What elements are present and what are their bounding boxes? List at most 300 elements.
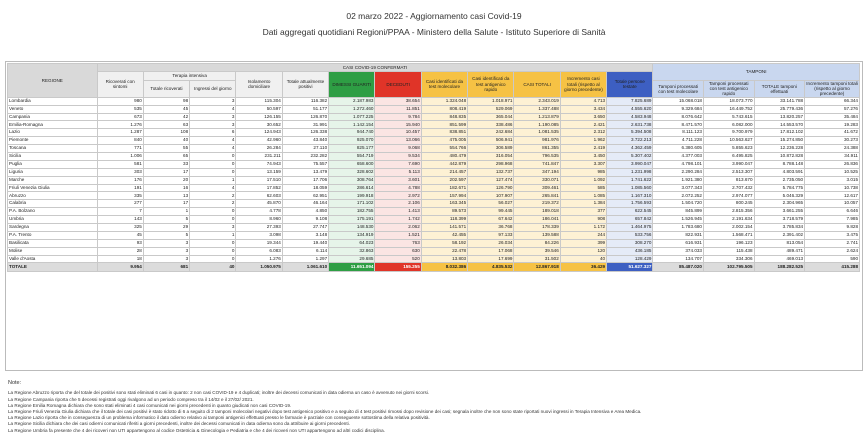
table-cell: 4.362.459 (607, 145, 653, 153)
table-row (8, 192, 860, 200)
table-cell: 6.114 (282, 247, 328, 255)
total-cell: 188.282.525 (754, 263, 805, 272)
table-cell: 763 (375, 239, 421, 247)
table-cell: 13.803 (421, 255, 467, 263)
table-cell: 2.191.634 (703, 216, 754, 224)
table-cell: 1.521 (375, 231, 421, 239)
table-cell: 3 (143, 255, 189, 263)
table-cell: 2.972 (375, 192, 421, 200)
table-cell: 3.434 (560, 105, 606, 113)
table-cell: 6.380.605 (653, 145, 704, 153)
table-cell: 3.650 (560, 113, 606, 121)
group-header-confirmed: CASI COVID-19 CONFERMATI (97, 64, 653, 72)
table-cell: 191 (97, 184, 143, 192)
total-cell: 85.487.020 (653, 263, 704, 272)
col-header-region: REGIONE (8, 64, 98, 98)
table-cell: 6.646 (805, 208, 860, 216)
table-cell: 796.535 (514, 152, 560, 160)
table-cell: 7 (97, 208, 143, 216)
table-cell: 93 (97, 239, 143, 247)
table-cell: 1.085.560 (607, 184, 653, 192)
table-cell: 5.046.329 (754, 192, 805, 200)
table-cell: 1.756.593 (607, 200, 653, 208)
table-cell: 17 (143, 200, 189, 208)
table-cell: 5 (143, 216, 189, 224)
table-cell: 2.391.402 (754, 231, 805, 239)
table-cell: 134.919 (329, 231, 375, 239)
table-cell: 16 (143, 184, 189, 192)
table-cell: 4.778 (236, 208, 282, 216)
table-cell: 28 (97, 247, 143, 255)
region-name: Abruzzo (8, 192, 98, 200)
total-cell: 155.255 (375, 263, 421, 272)
table-cell: 16.449.752 (703, 105, 754, 113)
table-cell: 45 (97, 231, 143, 239)
table-cell: 40 (143, 137, 189, 145)
table-cell: 2.304.965 (754, 200, 805, 208)
table-cell: 1.413 (375, 208, 421, 216)
table-cell: 845.899 (653, 208, 704, 216)
table-cell: 9.828 (805, 223, 860, 231)
table-cell: 1.231.998 (607, 168, 653, 176)
table-cell: 308.270 (607, 239, 653, 247)
covid-data-table (7, 63, 860, 272)
table-cell: 3.718.579 (754, 216, 805, 224)
table-cell: 980 (97, 97, 143, 105)
table-cell: 186.041 (514, 216, 560, 224)
notes-title: Note: (8, 380, 22, 386)
table-cell: 38.654 (375, 97, 421, 105)
region-name: Piemonte (8, 137, 98, 145)
table-cell: 31.502 (514, 255, 560, 263)
table-row (8, 121, 860, 129)
table-cell: 9.108 (282, 216, 328, 224)
col-header-isolamento: Isolamento domiciliare (236, 71, 282, 97)
note-line: La Regione Friuli Venezia Giulia dichiara che il totale dei casi positivi è stato ridotto di 6 a seguito di 2 tamponi molecolari negativi dopo test antigenico positivo e a seguito di 4 test positivi rimossi dopo revisione dei casi; segnala inoltre che non sono state riportati nuovi ingressi in Terapia Intensiva e Area Medica. (8, 408, 642, 414)
table-cell: 535 (97, 105, 143, 113)
total-cell: 12.867.918 (514, 263, 560, 272)
table-cell: 9.784 (375, 113, 421, 121)
table-cell: 4.803.591 (754, 168, 805, 176)
table-cell: 8.788.148 (754, 160, 805, 168)
table-cell: 335 (97, 192, 143, 200)
table-cell: 2.707.432 (703, 184, 754, 192)
table-row (8, 239, 860, 247)
region-name: Emilia-Romagna (8, 121, 98, 129)
table-cell: 316.054 (468, 152, 514, 160)
table-cell: 5.307.402 (607, 152, 653, 160)
table-cell: 9.329.684 (653, 105, 704, 113)
table-cell: 19.283 (805, 121, 860, 129)
note-line: La Regione Campania riporta che 5 decessi registrati oggi rivalgono ad un periodo compreso tra il 14/02 e il 27/02/ 2021. (8, 396, 254, 402)
table-cell: 244 (560, 231, 606, 239)
table-cell: 2.062 (375, 223, 421, 231)
table-cell: 2 (190, 192, 236, 200)
table-cell: 1.962 (560, 137, 606, 145)
table-cell: 163.345 (421, 200, 467, 208)
table-cell: 5.743.615 (703, 113, 754, 121)
table-cell: 3.148 (282, 231, 328, 239)
col-header-deceduti: DECEDUTI (375, 71, 421, 97)
notes-section (8, 380, 858, 434)
table-cell: 32.863 (329, 247, 375, 255)
table-cell: 242.684 (468, 129, 514, 137)
table-cell: 4 (190, 105, 236, 113)
table-cell: 26.034 (468, 239, 514, 247)
table-cell: 12.617 (805, 192, 860, 200)
table-cell: 18 (97, 255, 143, 263)
table-cell: 851.599 (421, 121, 467, 129)
col-header-tamponi-molecolare: Tamponi processati con test molecolare (653, 80, 704, 97)
table-cell: 3 (190, 113, 236, 121)
region-name: Lombardia (8, 97, 98, 105)
total-cell: 36.429 (560, 263, 606, 272)
table-cell: 157.994 (421, 192, 467, 200)
table-cell: 2.741 (805, 239, 860, 247)
table-cell: 1.092 (560, 176, 606, 184)
total-cell: 51.627.327 (607, 263, 653, 272)
region-name: Sardegna (8, 223, 98, 231)
table-cell: 178.339 (514, 223, 560, 231)
table-cell: 13.820.257 (754, 113, 805, 121)
table-row (8, 176, 860, 184)
table-cell: 585 (560, 184, 606, 192)
table-cell: 55 (143, 145, 189, 153)
table-cell: 45.870 (236, 200, 282, 208)
region-name: Lazio (8, 129, 98, 137)
col-header-incremento-tamponi: Incremento tamponi totali (rispetto al giorno precedente) (806, 80, 858, 97)
table-cell: 1.142.154 (329, 121, 375, 129)
total-cell: 8.032.386 (421, 263, 467, 272)
table-cell: 308.764 (329, 176, 375, 184)
table-cell: 17.068 (468, 247, 514, 255)
table-cell: 118.399 (421, 216, 467, 224)
table-cell: 18.073.770 (703, 97, 754, 105)
table-cell: 338.486 (468, 121, 514, 129)
table-cell: 97.133 (468, 231, 514, 239)
col-header-totale-ricoverati: Totale ricoverati (143, 80, 189, 97)
group-header-tamponi: TAMPONI (653, 64, 860, 81)
table-cell: 7.825.689 (607, 97, 653, 105)
table-cell: 30.652 (236, 121, 282, 129)
table-cell: 35.484 (805, 113, 860, 121)
table-cell: 199.918 (329, 192, 375, 200)
table-cell: 985 (560, 168, 606, 176)
total-cell: 102.795.505 (703, 263, 754, 272)
table-cell: 19.344 (236, 239, 282, 247)
table-cell: 4 (190, 184, 236, 192)
total-cell: 1.050.975 (236, 263, 282, 272)
table-cell: 84.226 (514, 239, 560, 247)
table-cell: 8.076.642 (653, 113, 704, 121)
table-cell: 24.388 (805, 145, 860, 153)
table-cell: 1.526.945 (653, 216, 704, 224)
table-cell: 581 (97, 160, 143, 168)
table-cell: 286.614 (329, 184, 375, 192)
table-cell: 17.706 (282, 176, 328, 184)
table-cell: 126.338 (282, 129, 328, 137)
table-cell: 1.077.225 (329, 113, 375, 121)
table-row (8, 137, 860, 145)
table-cell: 325 (97, 223, 143, 231)
col-header-incremento-casi: Incremento casi totali (rispetto al giorno precedente) (560, 71, 606, 97)
region-name: Umbria (8, 216, 98, 224)
table-cell: 1.276 (97, 121, 143, 129)
table-cell: 31.991 (282, 121, 328, 129)
table-cell: 0 (190, 208, 236, 216)
total-cell: 1.061.610 (282, 263, 328, 272)
table-cell: 1.504.720 (653, 200, 704, 208)
table-row (8, 208, 860, 216)
table-cell: 3 (190, 97, 236, 105)
table-cell: 399 (560, 239, 606, 247)
table-cell: 1 (190, 231, 236, 239)
table-cell: 56.027 (468, 200, 514, 208)
table-row (8, 152, 860, 160)
table-cell: 17.852 (236, 184, 282, 192)
table-cell: 22.478 (421, 247, 467, 255)
table-cell: 2.002.154 (703, 223, 754, 231)
table-cell: 2.815.356 (703, 208, 754, 216)
table-cell: 2.072.252 (653, 192, 704, 200)
table-cell: 13.479 (282, 168, 328, 176)
region-name: Molise (8, 247, 98, 255)
table-cell: 171.102 (329, 200, 375, 208)
table-cell: 4.788 (375, 184, 421, 192)
table-cell: 175.191 (329, 216, 375, 224)
table-cell: 374.033 (653, 247, 704, 255)
table-cell: 2.624 (805, 247, 860, 255)
table-cell: 26.836 (805, 160, 860, 168)
table-cell: 1.085 (560, 192, 606, 200)
table-cell: 838.851 (421, 129, 467, 137)
table-row (8, 216, 860, 224)
table-cell: 40 (560, 255, 606, 263)
table-cell: 13 (143, 192, 189, 200)
table-cell: 126.155 (236, 113, 282, 121)
region-name: Sicilia (8, 152, 98, 160)
table-cell: 10.457 (375, 129, 421, 137)
total-label: TOTALE (8, 263, 98, 272)
table-cell: 182.671 (421, 184, 467, 192)
table-cell: 265.841 (514, 192, 560, 200)
table-cell: 30.273 (805, 137, 860, 145)
table-cell: 590 (805, 255, 860, 263)
table-cell: 0 (190, 247, 236, 255)
region-name: Calabria (8, 200, 98, 208)
table-cell: 1.167.310 (607, 192, 653, 200)
table-cell: 1.081.535 (514, 129, 560, 137)
table-cell: 9.700.979 (703, 129, 754, 137)
total-row (8, 263, 860, 272)
table-cell: 3 (143, 239, 189, 247)
total-cell: 9.954 (97, 263, 143, 272)
region-name: P.A. Bolzano (8, 208, 98, 216)
table-cell: 33 (143, 160, 189, 168)
table-cell: 771 (97, 145, 143, 153)
table-cell: 214.457 (421, 168, 467, 176)
table-cell: 436.185 (607, 247, 653, 255)
table-cell: 115.304 (236, 97, 282, 105)
table-cell: 1.276 (236, 255, 282, 263)
table-cell: 219.372 (514, 200, 560, 208)
table-body (8, 97, 860, 272)
table-cell: 0 (190, 216, 236, 224)
table-row (8, 247, 860, 255)
note-line: La Regione Emilia Romagna dichiara che sono stati eliminati 4 casi comunicati nei giorni precedenti in quanto giudicati non casi COVID-19. (8, 402, 292, 408)
table-cell: 89.573 (421, 208, 467, 216)
table-cell: 2.631.738 (607, 121, 653, 129)
table-cell: 33.141.788 (754, 97, 805, 105)
table-cell: 75.557 (282, 160, 328, 168)
table-cell: 29 (143, 223, 189, 231)
table-cell: 67.642 (468, 216, 514, 224)
table-cell: 107.907 (468, 192, 514, 200)
table-cell: 3.722.213 (607, 137, 653, 145)
table-cell: 27.110 (282, 145, 328, 153)
table-cell: 11.851 (375, 105, 421, 113)
note-line: La Regione Sicilia dichiara che dei casi odierni comunicati riferiti a giorni precedenti, inoltre dei decessi comunicati in data odierna sono da attribuire ai giorni precedenti. (8, 421, 350, 427)
table-cell: 12.236.228 (754, 145, 805, 153)
table-cell: 4.377.003 (653, 152, 704, 160)
table-row (8, 105, 860, 113)
table-cell: 5.784.775 (754, 184, 805, 192)
table-row (8, 97, 860, 105)
table-cell: 127.474 (468, 176, 514, 184)
col-header-attualmente-positivi: Totale attualmente positivi (282, 71, 328, 97)
table-row (8, 223, 860, 231)
table-cell: 328.602 (329, 168, 375, 176)
table-cell: 74.943 (236, 160, 282, 168)
table-cell: 2.106 (375, 200, 421, 208)
total-cell: 681 (143, 263, 189, 272)
table-cell: 5.394.508 (607, 129, 653, 137)
table-cell: 6.495.825 (703, 152, 754, 160)
table-cell: 3 (143, 247, 189, 255)
table-cell: 20 (143, 176, 189, 184)
table-cell: 18.059 (282, 184, 328, 192)
table-cell: 3.990.047 (703, 160, 754, 168)
table-row (8, 255, 860, 263)
table-cell: 5.855.623 (703, 145, 754, 153)
table-cell: 848.835 (421, 113, 467, 121)
table-cell: 50.597 (236, 105, 282, 113)
table-cell: 554.719 (329, 152, 375, 160)
region-name: Campania (8, 113, 98, 121)
table-cell: 4.798.101 (653, 160, 704, 168)
table-row (8, 145, 860, 153)
table-cell: 0 (190, 255, 236, 263)
table-cell: 822.931 (653, 231, 704, 239)
total-cell: 40 (190, 263, 236, 272)
table-cell: 3.098 (236, 231, 282, 239)
table-cell: 944.740 (329, 129, 375, 137)
table-cell: 3.307 (560, 160, 606, 168)
table-cell: 334.306 (703, 255, 754, 263)
table-cell: 469.013 (754, 255, 805, 263)
table-cell: 3 (190, 121, 236, 129)
table-cell: 176 (97, 176, 143, 184)
col-header-dimessi-guariti: DIMESSI GUARITI (329, 71, 375, 97)
table-cell: 139.588 (514, 231, 560, 239)
table-cell: 64.023 (329, 239, 375, 247)
table-cell: 8.471.570 (653, 121, 704, 129)
table-cell: 330.071 (514, 176, 560, 184)
table-cell: 1.172 (560, 223, 606, 231)
table-cell: 62.951 (282, 192, 328, 200)
total-cell: 11.651.094 (329, 263, 375, 272)
table-cell: 126.790 (468, 184, 514, 192)
table-cell: 63 (143, 121, 189, 129)
table-cell: 36.768 (468, 223, 514, 231)
table-cell: 8.960 (236, 216, 282, 224)
table-cell: 189.018 (514, 208, 560, 216)
table-cell: 148.530 (329, 223, 375, 231)
table-cell: 42.960 (236, 137, 282, 145)
table-cell: 34.911 (805, 152, 860, 160)
table-cell: 115.438 (703, 247, 754, 255)
table-cell: 17 (143, 168, 189, 176)
table-cell: 42.455 (421, 231, 467, 239)
col-header-persone-testate: Totale persone testate (607, 71, 653, 97)
table-row (8, 160, 860, 168)
table-cell: 29.685 (329, 255, 375, 263)
table-cell: 66.344 (805, 97, 860, 105)
table-cell: 128.429 (607, 255, 653, 263)
table-cell: 475.005 (421, 137, 467, 145)
col-header-casi-molecolare: Casi identificati da test molecolare (421, 71, 467, 97)
table-cell: 298.968 (468, 160, 514, 168)
table-cell: 4 (190, 137, 236, 145)
table-cell: 2.974.077 (703, 192, 754, 200)
table-cell: 0 (190, 168, 236, 176)
table-cell: 116.382 (282, 97, 328, 105)
note-line: La Regione Lazio riporta che in conseguenza di un problema informatico il dato odierno relativo ai tamponi antigenici effettuati presso le farmacie è parziale con conseguente sottostima della relativa positività. (8, 415, 430, 421)
table-cell: 347.194 (514, 168, 560, 176)
table-cell: 0 (190, 160, 236, 168)
table-cell: 1.287 (97, 129, 143, 137)
region-name: Toscana (8, 145, 98, 153)
table-cell: 800.245 (703, 200, 754, 208)
table-cell: 65 (143, 152, 189, 160)
table-cell: 908 (560, 216, 606, 224)
table-cell: 15.068.018 (653, 97, 704, 105)
table-cell: 46.164 (282, 200, 328, 208)
table-cell: 10.057 (805, 200, 860, 208)
table-cell: 2.419 (560, 145, 606, 153)
table-cell: 3.450 (560, 152, 606, 160)
table-cell: 4.583.948 (607, 113, 653, 121)
table-cell: 25.779.436 (754, 105, 805, 113)
table-cell: 442.879 (421, 160, 467, 168)
table-cell: 17.699 (468, 255, 514, 263)
table-cell: 3.785.834 (754, 223, 805, 231)
table-cell: 2.343.019 (514, 97, 560, 105)
table-cell: 2.290.284 (653, 168, 704, 176)
table-cell: 51.177 (282, 105, 328, 113)
table-cell: 306.589 (468, 145, 514, 153)
table-cell: 126.870 (282, 113, 328, 121)
group-header-ti: Terapia intensiva (143, 71, 236, 80)
table-cell: 657.842 (607, 216, 653, 224)
table-cell: 3.015 (805, 176, 860, 184)
table-cell: 4.711.228 (653, 137, 704, 145)
table-cell: 616.931 (653, 239, 704, 247)
table-cell: 529.069 (468, 105, 514, 113)
region-name: Valle d'Aosta (8, 255, 98, 263)
table-cell: 9.068 (375, 145, 421, 153)
table-cell: 3 (190, 223, 236, 231)
